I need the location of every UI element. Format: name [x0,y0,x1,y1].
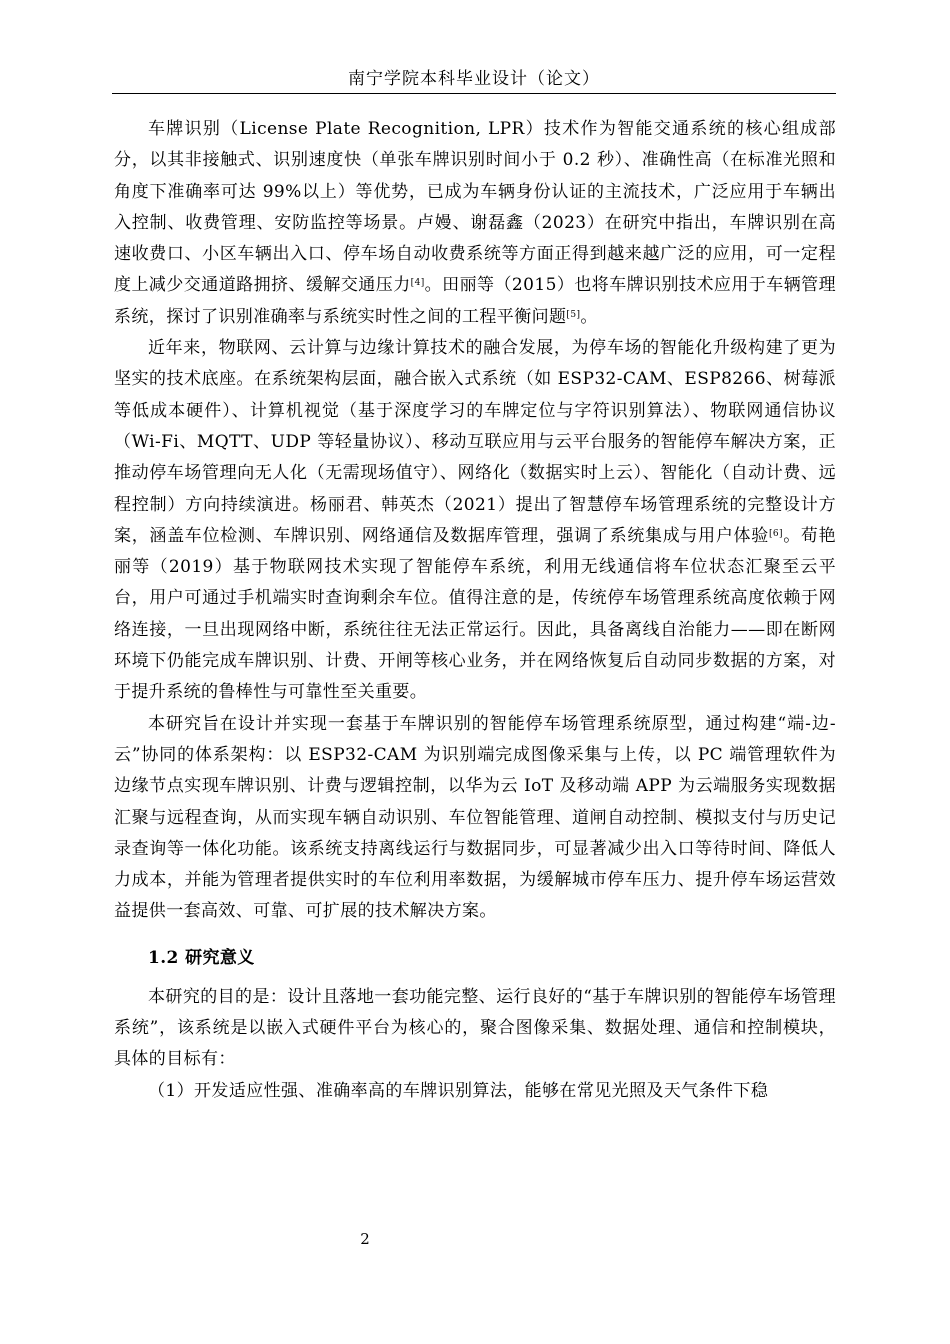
paragraph-text: 。田丽等（2015）也将车牌识别技术应用于车辆管理系统，探讨了识别准确率与系统实时性之间的工程平衡问题 [114,275,836,327]
paragraph-text: 本研究旨在设计并实现一套基于车牌识别的智能停车场管理系统原型，通过构建“端-边-云”协同的体系架构：以 ESP32-CAM 为识别端完成图像采集与上传，以 PC 端管理软件为边缘节点实现车牌识别、计费与逻辑控制，以华为云 IoT 及移动端 APP 为云端服务实现数据汇聚与远程查询，从而实现车辆自动识别、车位智能管理、道闸自动控制、模拟支付与历史记录查询等一体化功能。该系统支持离线运行与数据同步，可显著减少出入口等待时间、降低人力成本，并能为管理者提供实时的车位利用率数据，为缓解城市停车压力、提升停车场运营效益提供一套高效、可靠、可扩展的技术解决方案。 [114,713,836,922]
body-text [114,114,836,1107]
paragraph-text: 车牌识别（License Plate Recognition, LPR）技术作为智能交通系统的核心组成部分，以其非接触式、识别速度快（单张车牌识别时间小于 0.2 秒）、准确性高（在标准光照和角度下准确率可达 99%以上）等优势，已成为车辆身份认证的主流技术，广泛应用于车辆出入控制、收费管理、安防监控等场景。卢嫚、谢磊鑫（2023）在研究中指出，车牌识别在高速收费口、小区车辆出入口、停车场自动收费系统等方面正得到越来越广泛的应用，可一定程度上减少交通道路拥挤、缓解交通压力 [114,119,836,296]
paragraph-research-aim [114,709,836,928]
section-heading: 1.2 研究意义 [148,947,255,968]
paragraph-text: 本研究的目的是：设计且落地一套功能完整、运行良好的“基于车牌识别的智能停车场管理系统”，该系统是以嵌入式硬件平台为核心的，聚合图像采集、数据处理、通信和控制模块，具体的目标有： [114,986,836,1070]
citation-4[interactable]: [4] [410,278,425,289]
paragraph-text: （1）开发适应性强、准确率高的车牌识别算法，能够在常见光照及天气条件下稳 [148,1080,769,1101]
paragraph-lpr-intro [114,114,836,333]
paragraph-goal-item-1 [114,1076,836,1107]
citation-6[interactable]: [6] [768,528,783,539]
page-header: 南宁学院本科毕业设计（论文） [112,66,836,94]
paragraph-text: 。 [580,306,598,327]
paragraph-text: 近年来，物联网、云计算与边缘计算技术的融合发展，为停车场的智能化升级构建了更为坚实的技术底座。在系统架构层面，融合嵌入式系统（如 ESP32-CAM、ESP8266、树莓派等低成本硬件）、计算机视觉（基于深度学习的车牌定位与字符识别算法）、物联网通信协议（Wi-Fi、MQTT、UDP 等轻量协议）、移动互联应用与云平台服务的智能停车解决方案，正推动停车场管理向无人化（无需现场值守）、网络化（数据实时上云）、智能化（自动计费、远程控制）方向持续演进。杨丽君、韩英杰（2021）提出了智慧停车场管理系统的完整设计方案，涵盖车位检测、车牌识别、网络通信及数据库管理，强调了系统集成与用户体验 [114,338,836,546]
paragraph-research-goal [114,982,836,1076]
paragraph-text: 。荀艳丽等（2019）基于物联网技术实现了智能停车系统，利用无线通信将车位状态汇聚至云平台，用户可通过手机端实时查询剩余车位。值得注意的是，传统停车场管理系统高度依赖于网络连接，一旦出现网络中断，系统往往无法正常运行。因此，具备离线自治能力——即在断网环境下仍能完成车牌识别、计费、开闸等核心业务，并在网络恢复后自动同步数据的方案，对于提升系统的鲁棒性与可靠性至关重要。 [114,525,836,703]
page-number: 2 [360,1230,370,1248]
paragraph-iot-background [114,333,836,709]
citation-5[interactable]: [5] [566,309,581,320]
